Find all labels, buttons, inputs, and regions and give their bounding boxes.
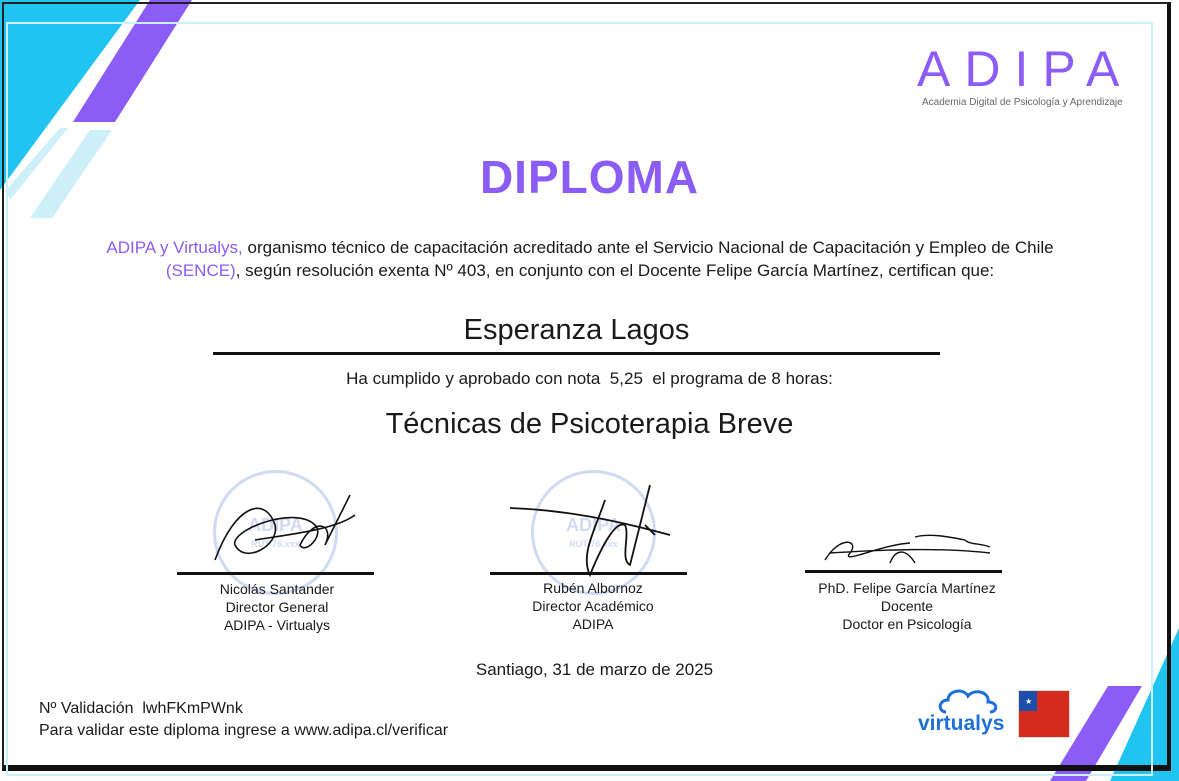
issue-date: Santiago, 31 de marzo de 2025 <box>475 660 714 679</box>
signatory-org: ADIPA <box>572 616 614 632</box>
signatory-name: Rubén Albornoz <box>543 580 643 596</box>
signatory-role: Docente <box>880 598 934 614</box>
recipient-underline <box>213 352 940 355</box>
intro-paragraph <box>100 236 1060 282</box>
signatory-block <box>797 579 1017 633</box>
stamp-text: ADIPA <box>248 515 303 535</box>
signatory-org: ADIPA - Virtualys <box>223 617 331 633</box>
signatory-role: Director Académico <box>532 598 654 614</box>
signatory-block <box>177 580 377 634</box>
signature-line <box>177 572 374 575</box>
signatory-name: PhD. Felipe García Martínez <box>818 580 996 596</box>
stamp-subtext: RUT 76.xxx <box>569 539 618 549</box>
stamp-text: ADIPA <box>566 515 621 535</box>
validation-code: lwhFKmPWnk <box>142 700 243 717</box>
signature-line <box>490 572 687 575</box>
recipient-name: Esperanza Lagos <box>463 314 690 346</box>
validation-label: Nº Validación <box>39 700 134 717</box>
signature-garcia <box>820 525 995 570</box>
ministry-logo <box>1018 690 1070 738</box>
stamp-subtext: RUT 76.xxx <box>251 539 300 549</box>
cloud-icon <box>938 688 998 714</box>
star-icon: ★ <box>1025 697 1033 706</box>
signature-albornoz <box>505 480 680 580</box>
validation-block <box>39 698 448 742</box>
virtualys-logo: virtualys <box>918 712 1005 735</box>
signatory-name: Nicolás Santander <box>219 581 335 597</box>
signatory-role: Director General <box>225 599 329 615</box>
signatory-block <box>493 579 693 633</box>
validation-instruction: Para validar este diploma ingrese a www.adipa.cl/verificar <box>39 722 449 739</box>
course-title: Técnicas de Psicoterapia Breve <box>385 408 794 440</box>
adipa-tagline: Academia Digital de Psicología y Aprendizaje <box>922 97 1123 108</box>
diploma-title: DIPLOMA <box>479 151 700 203</box>
approval-statement: Ha cumplido y aprobado con nota 5,25 el programa de 8 horas: <box>346 369 833 388</box>
intro-organizations: ADIPA y Virtualys, <box>106 238 243 257</box>
intro-text-1: organismo técnico de capacitación acreditado ante el Servicio Nacional de Capacitación y Empleo de Chile <box>242 238 1054 257</box>
intro-text-2: , según resolución exenta Nº 403, en conjunto con el Docente Felipe García Martínez, certifican que: <box>235 261 995 280</box>
intro-sence: (SENCE) <box>165 261 236 280</box>
signature-santander <box>205 485 365 575</box>
adipa-logo: ADIPA <box>917 41 1134 97</box>
signatory-org: Doctor en Psicología <box>842 616 972 632</box>
signature-line <box>805 570 1002 573</box>
